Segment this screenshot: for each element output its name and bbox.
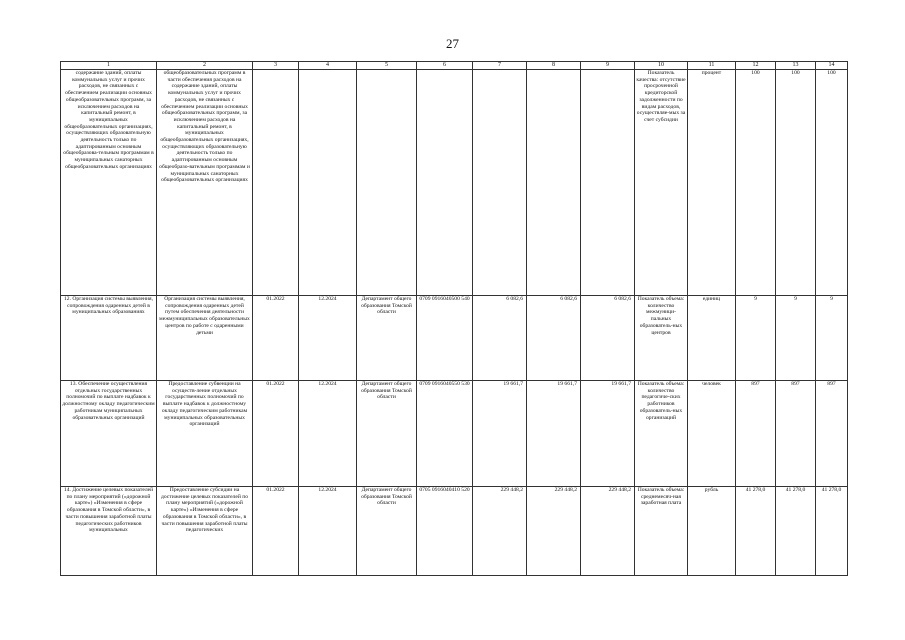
amount-cell: 229 448,2: [581, 487, 635, 576]
amount-cell: 6 082,6: [527, 296, 581, 381]
column-header: 13: [776, 62, 816, 70]
activity-name-cell: 12. Организация системы выявления, сопровождения одаренных детей в муниципальных образованиях: [61, 296, 157, 381]
column-header: 2: [157, 62, 253, 70]
responsible-cell: Департамент общего образования Томской области: [357, 296, 417, 381]
value-cell: 9: [816, 296, 848, 381]
cell-text: Предоставление субсидии на достижение целевых показателей по плану мероприятий («дорожной карте») «Изменения в сфере образования в Томской области», в части повышения заработной платы педагогических: [160, 487, 249, 534]
table-row: [61, 70, 848, 296]
amount-cell: [473, 70, 527, 296]
indicator-cell: Показатель качества: отсутствие просроченной кредиторской задолженности по видам расходов, осуществляе-мых за счет субсидии: [635, 70, 688, 296]
budget-code-cell: 0709 0916040550 530: [417, 381, 473, 487]
start-date-cell: [253, 70, 299, 296]
amount-cell: 19 661,7: [473, 381, 527, 487]
column-header: 5: [357, 62, 417, 70]
amount-cell: 19 661,7: [581, 381, 635, 487]
activity-name-cell: [61, 487, 157, 576]
value-cell: 100: [816, 70, 848, 296]
unit-cell: единиц: [688, 296, 736, 381]
activity-name-cell: 13. Обеспечение осуществления отдельных государственных полномочий по выплате надбавок к должностному окладу педагогическим работникам муниципальных образовательных организаций: [61, 381, 157, 487]
column-header: 11: [688, 62, 736, 70]
responsible-cell: Департамент общего образования Томской области: [357, 487, 417, 576]
column-header: 12: [736, 62, 776, 70]
amount-cell: 229 448,2: [527, 487, 581, 576]
table-row: [61, 381, 848, 487]
amount-cell: [527, 70, 581, 296]
end-date-cell: 12.2024: [299, 487, 357, 576]
start-date-cell: 01.2022: [253, 381, 299, 487]
amount-cell: 6 082,6: [581, 296, 635, 381]
column-header: 1: [61, 62, 157, 70]
activity-name-cell: содержание зданий, оплаты коммунальных услуг и прочих расходов, не связанных с обеспечением реализации основных общеобразовательных программ, за исключением расходов на капитальный ремонт, в муниципальных общеобразовательных организациях, осуществляющих образовательную деятельность только по адаптированным основным общеобразова-тельным программам в муниципальных санаторных общеобразовательных организациях: [61, 70, 157, 296]
value-cell: 100: [776, 70, 816, 296]
column-header: 6: [417, 62, 473, 70]
budget-code-cell: [417, 70, 473, 296]
column-header: 9: [581, 62, 635, 70]
amount-cell: 229 448,2: [473, 487, 527, 576]
value-cell: 41 278,0: [776, 487, 816, 576]
responsible-cell: [357, 70, 417, 296]
budget-code-cell: 0705 0916040410 520: [417, 487, 473, 576]
budget-code-cell: 0709 0916040500 540: [417, 296, 473, 381]
cell-text: 14. Достижение целевых показателей по плану мероприятий («дорожной карте») «Изменения в сфере образования в Томской области», в части повышения заработной платы педагогических работников муниципальных: [63, 487, 154, 534]
value-cell: 41 278,0: [736, 487, 776, 576]
indicator-cell: Показатель объема: количество межмуници-пальных образователь-ных центров: [635, 296, 688, 381]
column-header: 10: [635, 62, 688, 70]
value-cell: 9: [776, 296, 816, 381]
activity-description-cell: [157, 487, 253, 576]
end-date-cell: 12.2024: [299, 296, 357, 381]
amount-cell: [581, 70, 635, 296]
column-header: 7: [473, 62, 527, 70]
start-date-cell: 01.2022: [253, 487, 299, 576]
activity-description-cell: общеобразовательных программ в части обеспечения расходов на содержание зданий, оплаты коммунальных услуг и прочих расходов, не связанных с обеспечением реализации основных общеобразовательных программ, за исключением расходов на капитальный ремонт, в муниципальных общеобразовательных организациях, осуществляющих образовательную деятельность только по адаптированным основным общеобразо-вательным программам и муниципальных санаторных общеобразовательных организациях: [157, 70, 253, 296]
end-date-cell: [299, 70, 357, 296]
responsible-cell: Департамент общего образования Томской области: [357, 381, 417, 487]
unit-cell: процент: [688, 70, 736, 296]
table-row: [61, 487, 848, 576]
value-cell: 9: [736, 296, 776, 381]
table-row: [61, 296, 848, 381]
value-cell: 100: [736, 70, 776, 296]
indicator-cell: Показатель объема: количество педагогиче-ских работников образователь-ных организаций: [635, 381, 688, 487]
indicator-cell: Показатель объема: среднемесяч-ная заработная плата: [635, 487, 688, 576]
amount-cell: 6 082,6: [473, 296, 527, 381]
activity-description-cell: Организация системы выявления, сопровождения одаренных детей путем обеспечения деятельности межмуниципальных образовательных центров по работе с одаренными детьми: [157, 296, 253, 381]
value-cell: 41 278,0: [816, 487, 848, 576]
page-number: 27: [446, 36, 459, 51]
activity-description-cell: Предоставление субвенции на осуществ-ление отдельных государственных полномочий по выплате надбавок к должностному окладу педагогическим работникам муниципальных образовательных организаций: [157, 381, 253, 487]
amount-cell: 19 661,7: [527, 381, 581, 487]
column-header: 3: [253, 62, 299, 70]
start-date-cell: 01.2022: [253, 296, 299, 381]
end-date-cell: 12.2024: [299, 381, 357, 487]
column-header: 14: [816, 62, 848, 70]
program-activities-table: [60, 61, 848, 576]
column-header: 4: [299, 62, 357, 70]
value-cell: 897: [776, 381, 816, 487]
unit-cell: человек: [688, 381, 736, 487]
header-row: [61, 62, 848, 70]
column-header: 8: [527, 62, 581, 70]
unit-cell: рубль: [688, 487, 736, 576]
value-cell: 897: [736, 381, 776, 487]
value-cell: 897: [816, 381, 848, 487]
